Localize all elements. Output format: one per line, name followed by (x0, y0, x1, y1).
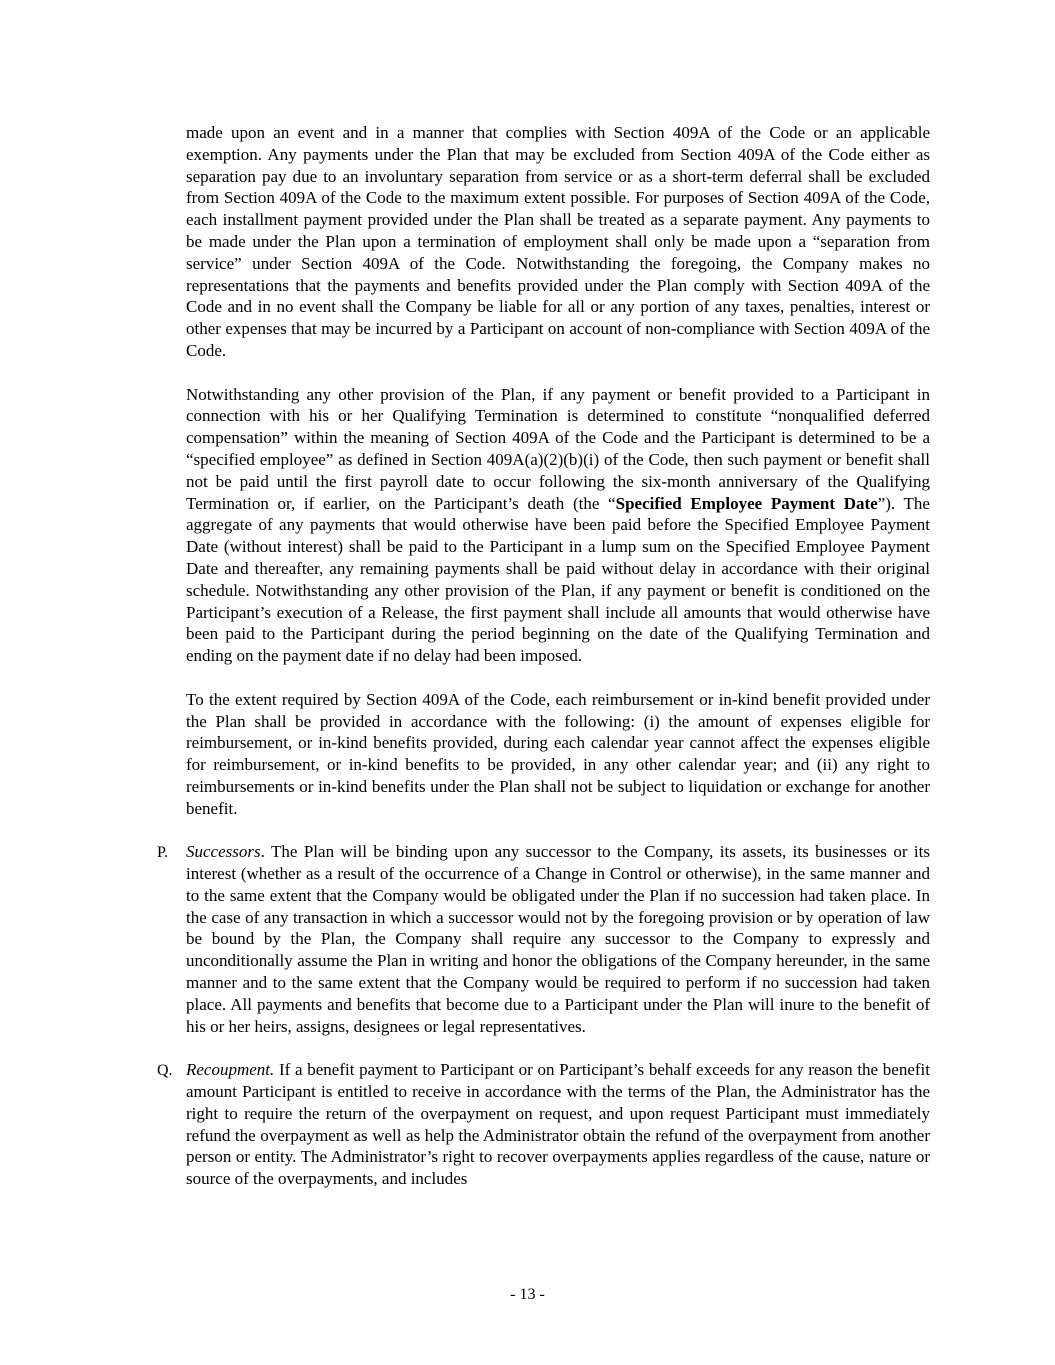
text-segment: If a benefit payment to Participant or on Participant’s behalf exceeds for any reason the benefit amount Participant is entitled to receive in accordance with the terms of the Plan, the Administrator has the right to require the return of the overpayment on request, and upon request Participant must immediately refund the overpayment as well as help the Administrator obtain the refund of the overpayment from another person or entity. The Administrator’s right to recover overpayments applies regardless of the cause, nature or source of the overpayments, and includes (186, 1060, 930, 1189)
text-segment: Notwithstanding any other provision of the Plan, if any payment or benefit provided to a Participant in connection with his or her Qualifying Termination is determined to constitute “nonqualified deferred compensation” within the meaning of Section 409A of the Code and the Participant is determined to be a “specified employee” as defined in Section 409A(a)(2)(b)(i) of the Code, then such payment or benefit shall not be paid until the first payroll date to occur following the six-month anniversary of the Qualifying Termination or, if earlier, on the Participant’s death (the “ (186, 384, 930, 513)
page-number: - 13 - (510, 1286, 545, 1303)
text-segment: Specified Employee Payment Date (615, 493, 878, 513)
paragraph (186, 122, 930, 362)
paragraph (186, 384, 930, 667)
text-segment: Successors (186, 842, 261, 862)
text-segment: ”). The aggregate of any payments that would otherwise have been paid before the Specified Employee Payment Date (without interest) shall be paid to the Participant in a lump sum on the Specified Employee Payment Date and thereafter, any remaining payments shall be paid without delay in accordance with their original schedule. Notwithstanding any other provision of the Plan, if any payment or benefit is conditioned on the Participant’s execution of a Release, the first payment shall include all amounts that would otherwise have been paid to the Participant during the period beginning on the date of the Qualifying Termination and ending on the payment date if no delay had been imposed. (186, 493, 930, 666)
text-segment: . The Plan will be binding upon any successor to the Company, its assets, its businesses or its interest (whether as a result of the occurrence of a Change in Control or otherwise), in the same manner and to the same extent that the Company would be obligated under the Plan if no succession had taken place. In the case of any transaction in which a successor would not by the foregoing provision or by operation of law be bound by the Plan, the Company shall require any successor to the Company to expressly and unconditionally assume the Plan in writing and honor the obligations of the Company hereunder, in the same manner and to the same extent that the Company would be required to perform if no succession had taken place. All payments and benefits that become due to a Participant under the Plan will inure to the benefit of his or her heirs, assigns, designees or legal representatives. (186, 842, 930, 1036)
text-segment: made upon an event and in a manner that complies with Section 409A of the Code or an applicable exemption. Any payments under the Plan that may be excluded from Section 409A of the Code either as separation pay due to an involuntary separation from service or as a short-term deferral shall be excluded from Section 409A of the Code to the maximum extent possible. For purposes of Section 409A of the Code, each installment payment provided under the Plan shall be treated as a separate payment. Any payments to be made under the Plan upon a termination of employment shall only be made upon a “separation from service” under Section 409A of the Code. Notwithstanding the foregoing, the Company makes no representations that the payments and benefits provided under the Plan comply with Section 409A of the Code and in no event shall the Company be liable for all or any portion of any taxes, penalties, interest or other expenses that may be incurred by a Participant on account of non-compliance with Section 409A of the Code. (186, 123, 930, 360)
list-item-label: P. (157, 843, 169, 861)
paragraph (186, 689, 930, 820)
list-item-q (157, 1059, 930, 1190)
list-item-p (157, 841, 930, 1037)
document-body (157, 122, 930, 1190)
text-segment: To the extent required by Section 409A of the Code, each reimbursement or in-kind benefit provided under the Plan shall be provided in accordance with the following: (i) the amount of expenses eligible for reimbursement, or in-kind benefits provided, during each calendar year cannot affect the expenses eligible for reimbursement, or in-kind benefits to be provided, in any other calendar year; and (ii) any right to reimbursements or in-kind benefits under the Plan shall not be subject to liquidation or exchange for another benefit. (186, 689, 930, 818)
list-item-label: Q. (157, 1061, 173, 1079)
text-segment: Recoupment. (186, 1060, 275, 1080)
